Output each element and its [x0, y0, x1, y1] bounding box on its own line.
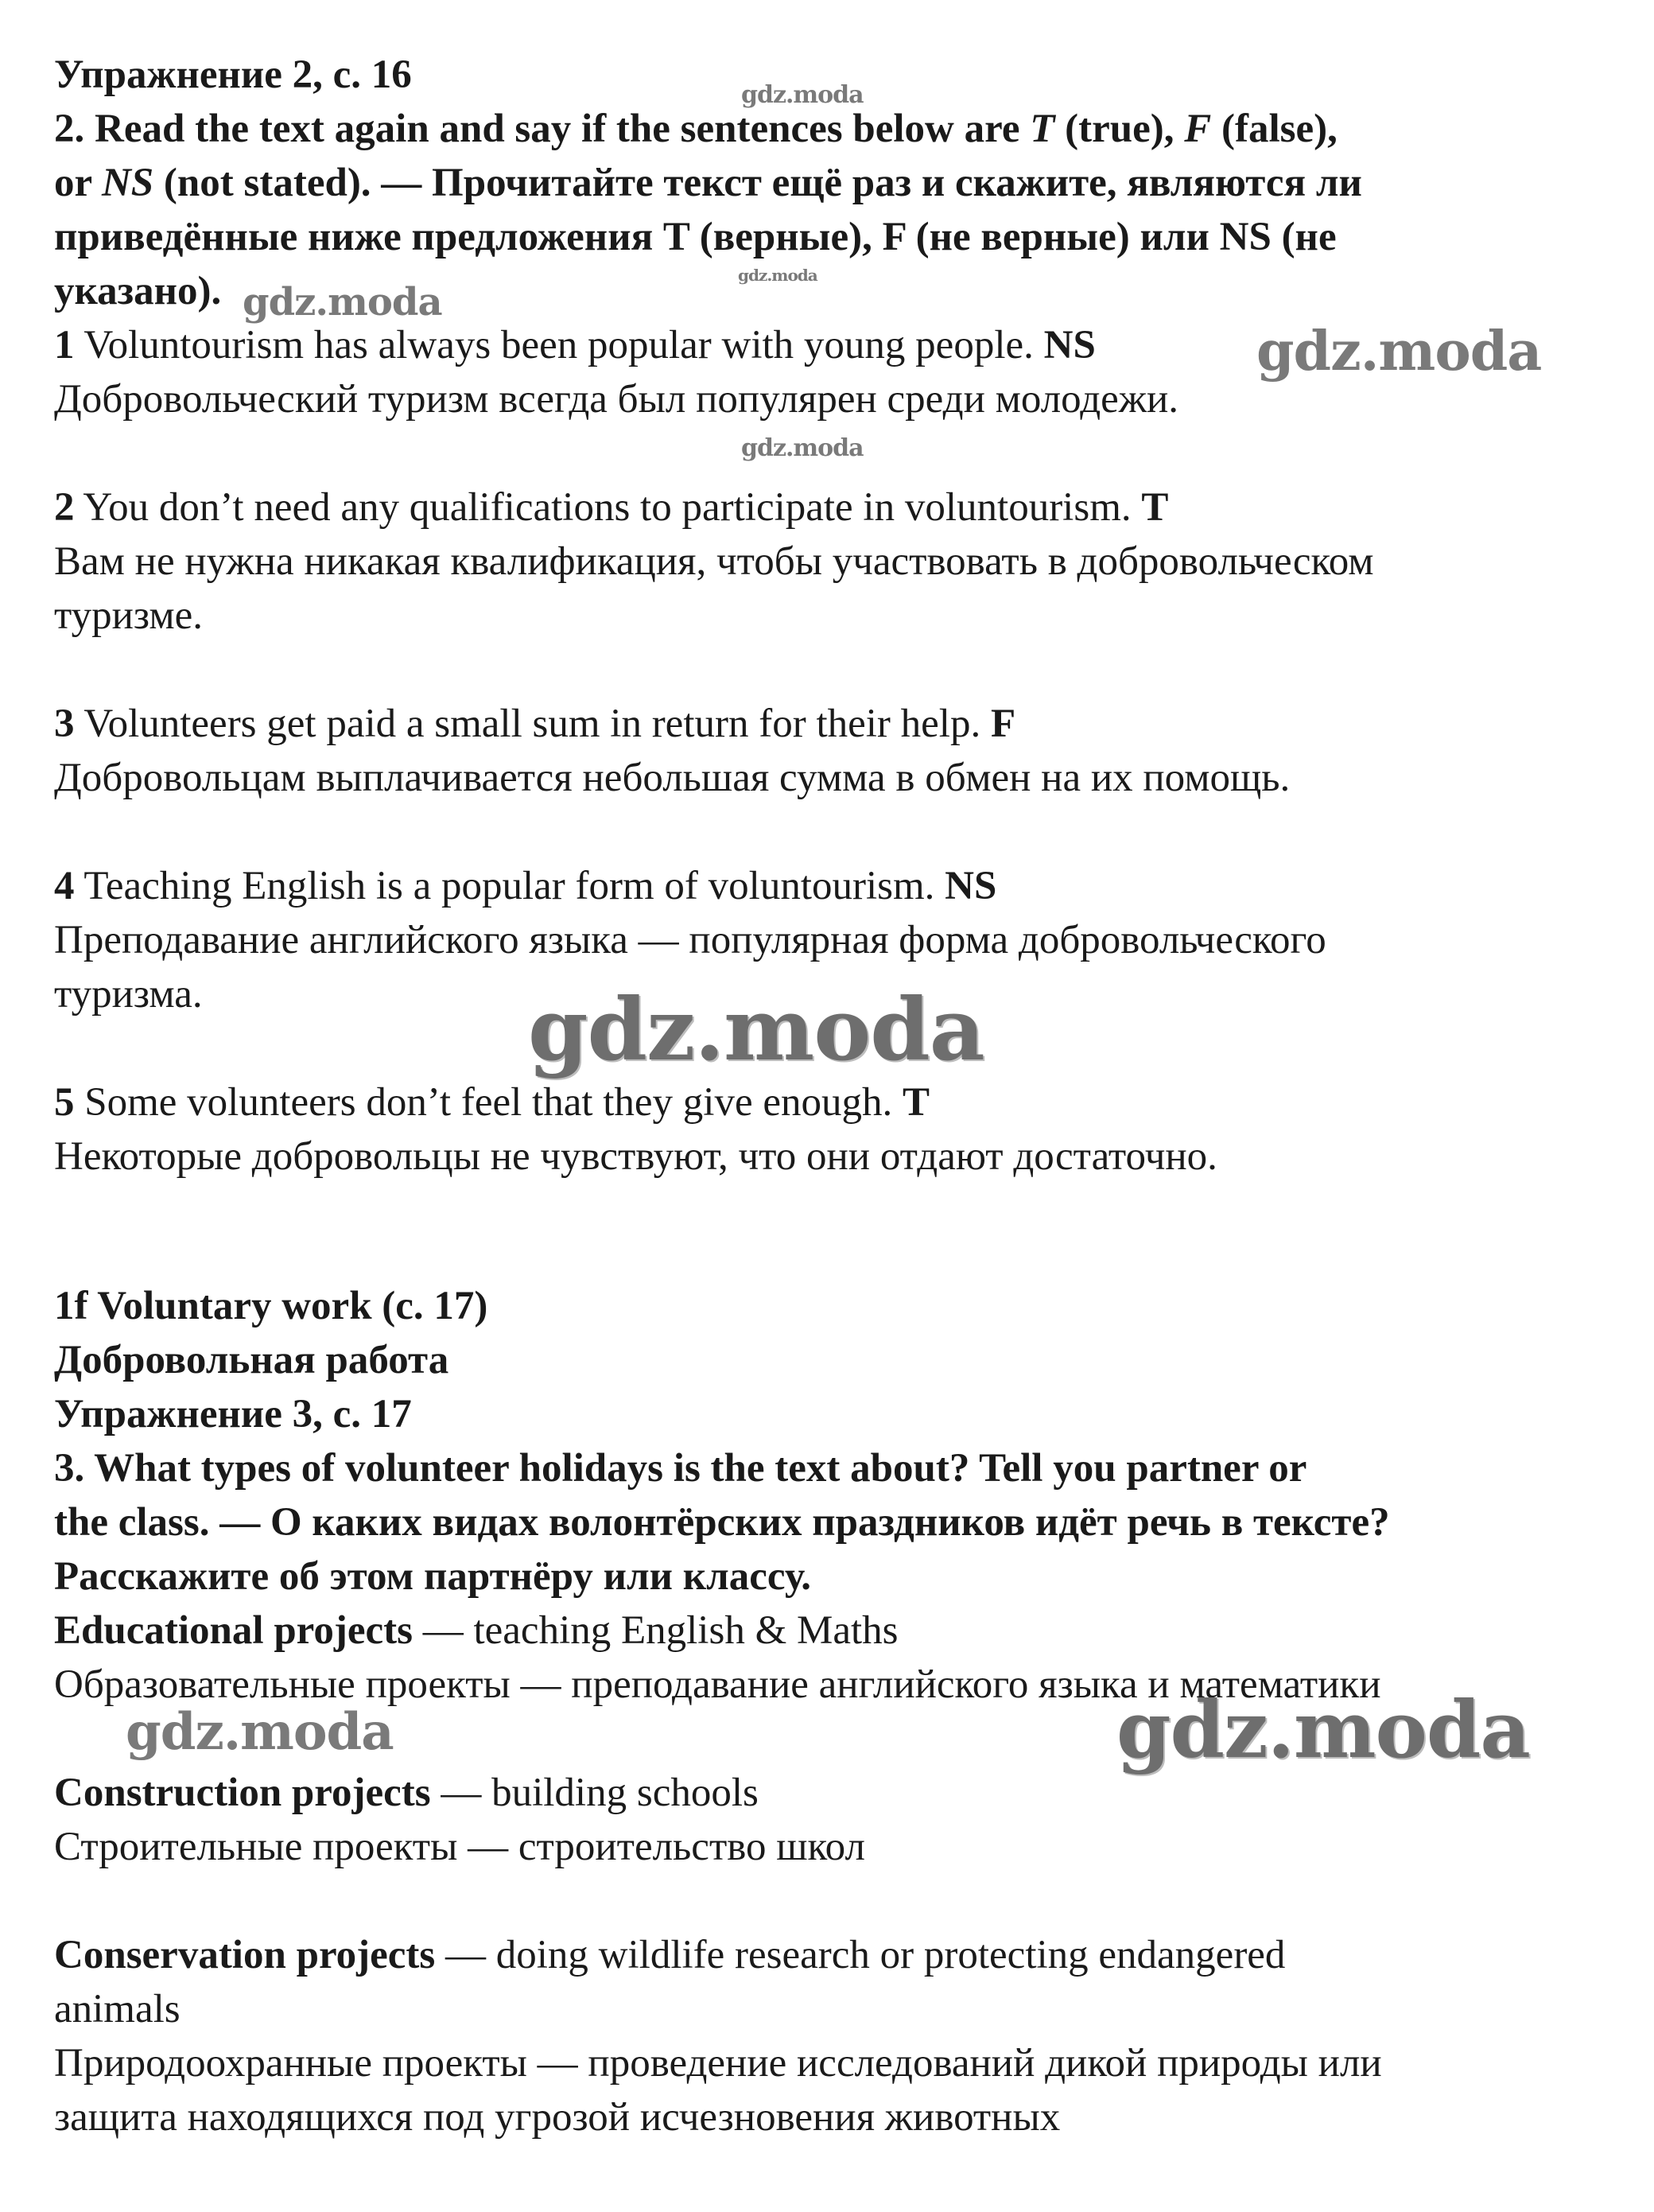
watermark: gdz.moda — [243, 280, 442, 325]
statement-5: 5 Some volunteers don’t feel that they give enough. T — [54, 1080, 930, 1125]
project-conservation-translation: Природоохранные проекты — проведение исследований дикой природы или — [54, 2041, 1382, 2086]
statement-3-translation: Добровольцам выплачивается небольшая сумма в обмен на их помощь. — [54, 756, 1291, 800]
answer-3: F — [990, 702, 1016, 746]
statement-2: 2 You don’t need any qualifications to participate in voluntourism. T — [54, 485, 1169, 530]
exercise-3-task-line-1: 3. What types of volunteer holidays is the text about? Tell you partner or — [54, 1446, 1307, 1491]
statement-2-translation-cont: туризме. — [54, 593, 203, 638]
watermark: gdz.moda — [1116, 1685, 1530, 1776]
exercise-3-task-line-3: Расскажите об этом партнёру или классу. — [54, 1554, 811, 1599]
exercise-2-task-line-2: or NS (not stated). — Прочитайте текст ещё раз и скажите, являются ли — [54, 161, 1362, 205]
statement-1-translation: Добровольческий туризм всегда был популярен среди молодежи. — [54, 377, 1179, 422]
project-conservation-translation-cont: защита находящихся под угрозой исчезновения животных — [54, 2095, 1061, 2140]
watermark: gdz.moda — [528, 980, 984, 1080]
answer-2: T — [1141, 485, 1169, 530]
statement-1: 1 Voluntourism has always been popular with young people. NS — [54, 323, 1096, 367]
statement-5-translation: Некоторые добровольцы не чувствуют, что они отдают достаточно. — [54, 1134, 1217, 1179]
section-subtitle: Добровольная работа — [54, 1338, 449, 1382]
exercise-2-heading: Упражнение 2, с. 16 — [54, 52, 412, 97]
statement-4: 4 Teaching English is a popular form of voluntourism. NS — [54, 864, 997, 908]
exercise-2-task-line-4: указано). — [54, 269, 222, 313]
exercise-3-task-line-2: the class. — О каких видах волонтёрских праздников идёт речь в тексте? — [54, 1500, 1390, 1545]
project-educational-translation: Образовательные проекты — преподавание английского языка и математики — [54, 1662, 1381, 1707]
project-conservation: Conservation projects — doing wildlife research or protecting endangered — [54, 1933, 1286, 1977]
exercise-2-task-line-1: 2. Read the text again and say if the sentences below are T (true), F (false), — [54, 107, 1338, 151]
watermark: gdz.moda — [741, 434, 864, 462]
statement-2-translation: Вам не нужна никакая квалификация, чтобы участвовать в добровольческом — [54, 539, 1374, 584]
project-construction: Construction projects — building schools — [54, 1771, 759, 1815]
watermark: gdz.moda — [1256, 320, 1542, 383]
statement-4-translation: Преподавание английского языка — популярная форма добровольческого — [54, 918, 1326, 962]
project-educational: Educational projects — teaching English & Maths — [54, 1608, 899, 1653]
answer-4: NS — [945, 864, 997, 908]
statement-3: 3 Volunteers get paid a small sum in return for their help. F — [54, 702, 1016, 746]
answer-1: NS — [1043, 323, 1096, 367]
exercise-3-heading: Упражнение 3, с. 17 — [54, 1392, 412, 1436]
project-conservation-cont: animals — [54, 1987, 181, 2031]
project-construction-translation: Строительные проекты — строительство школ — [54, 1825, 865, 1869]
exercise-2-task-line-3: приведённые ниже предложения T (верные), F (не верные) или NS (не — [54, 215, 1337, 259]
watermark: gdz.moda — [741, 81, 864, 109]
answer-5: T — [903, 1080, 930, 1125]
watermark: gdz.moda — [126, 1702, 394, 1762]
section-title: 1f Voluntary work (с. 17) — [54, 1284, 488, 1328]
watermark: gdz.moda — [738, 266, 817, 285]
statement-4-translation-cont: туризма. — [54, 972, 203, 1017]
